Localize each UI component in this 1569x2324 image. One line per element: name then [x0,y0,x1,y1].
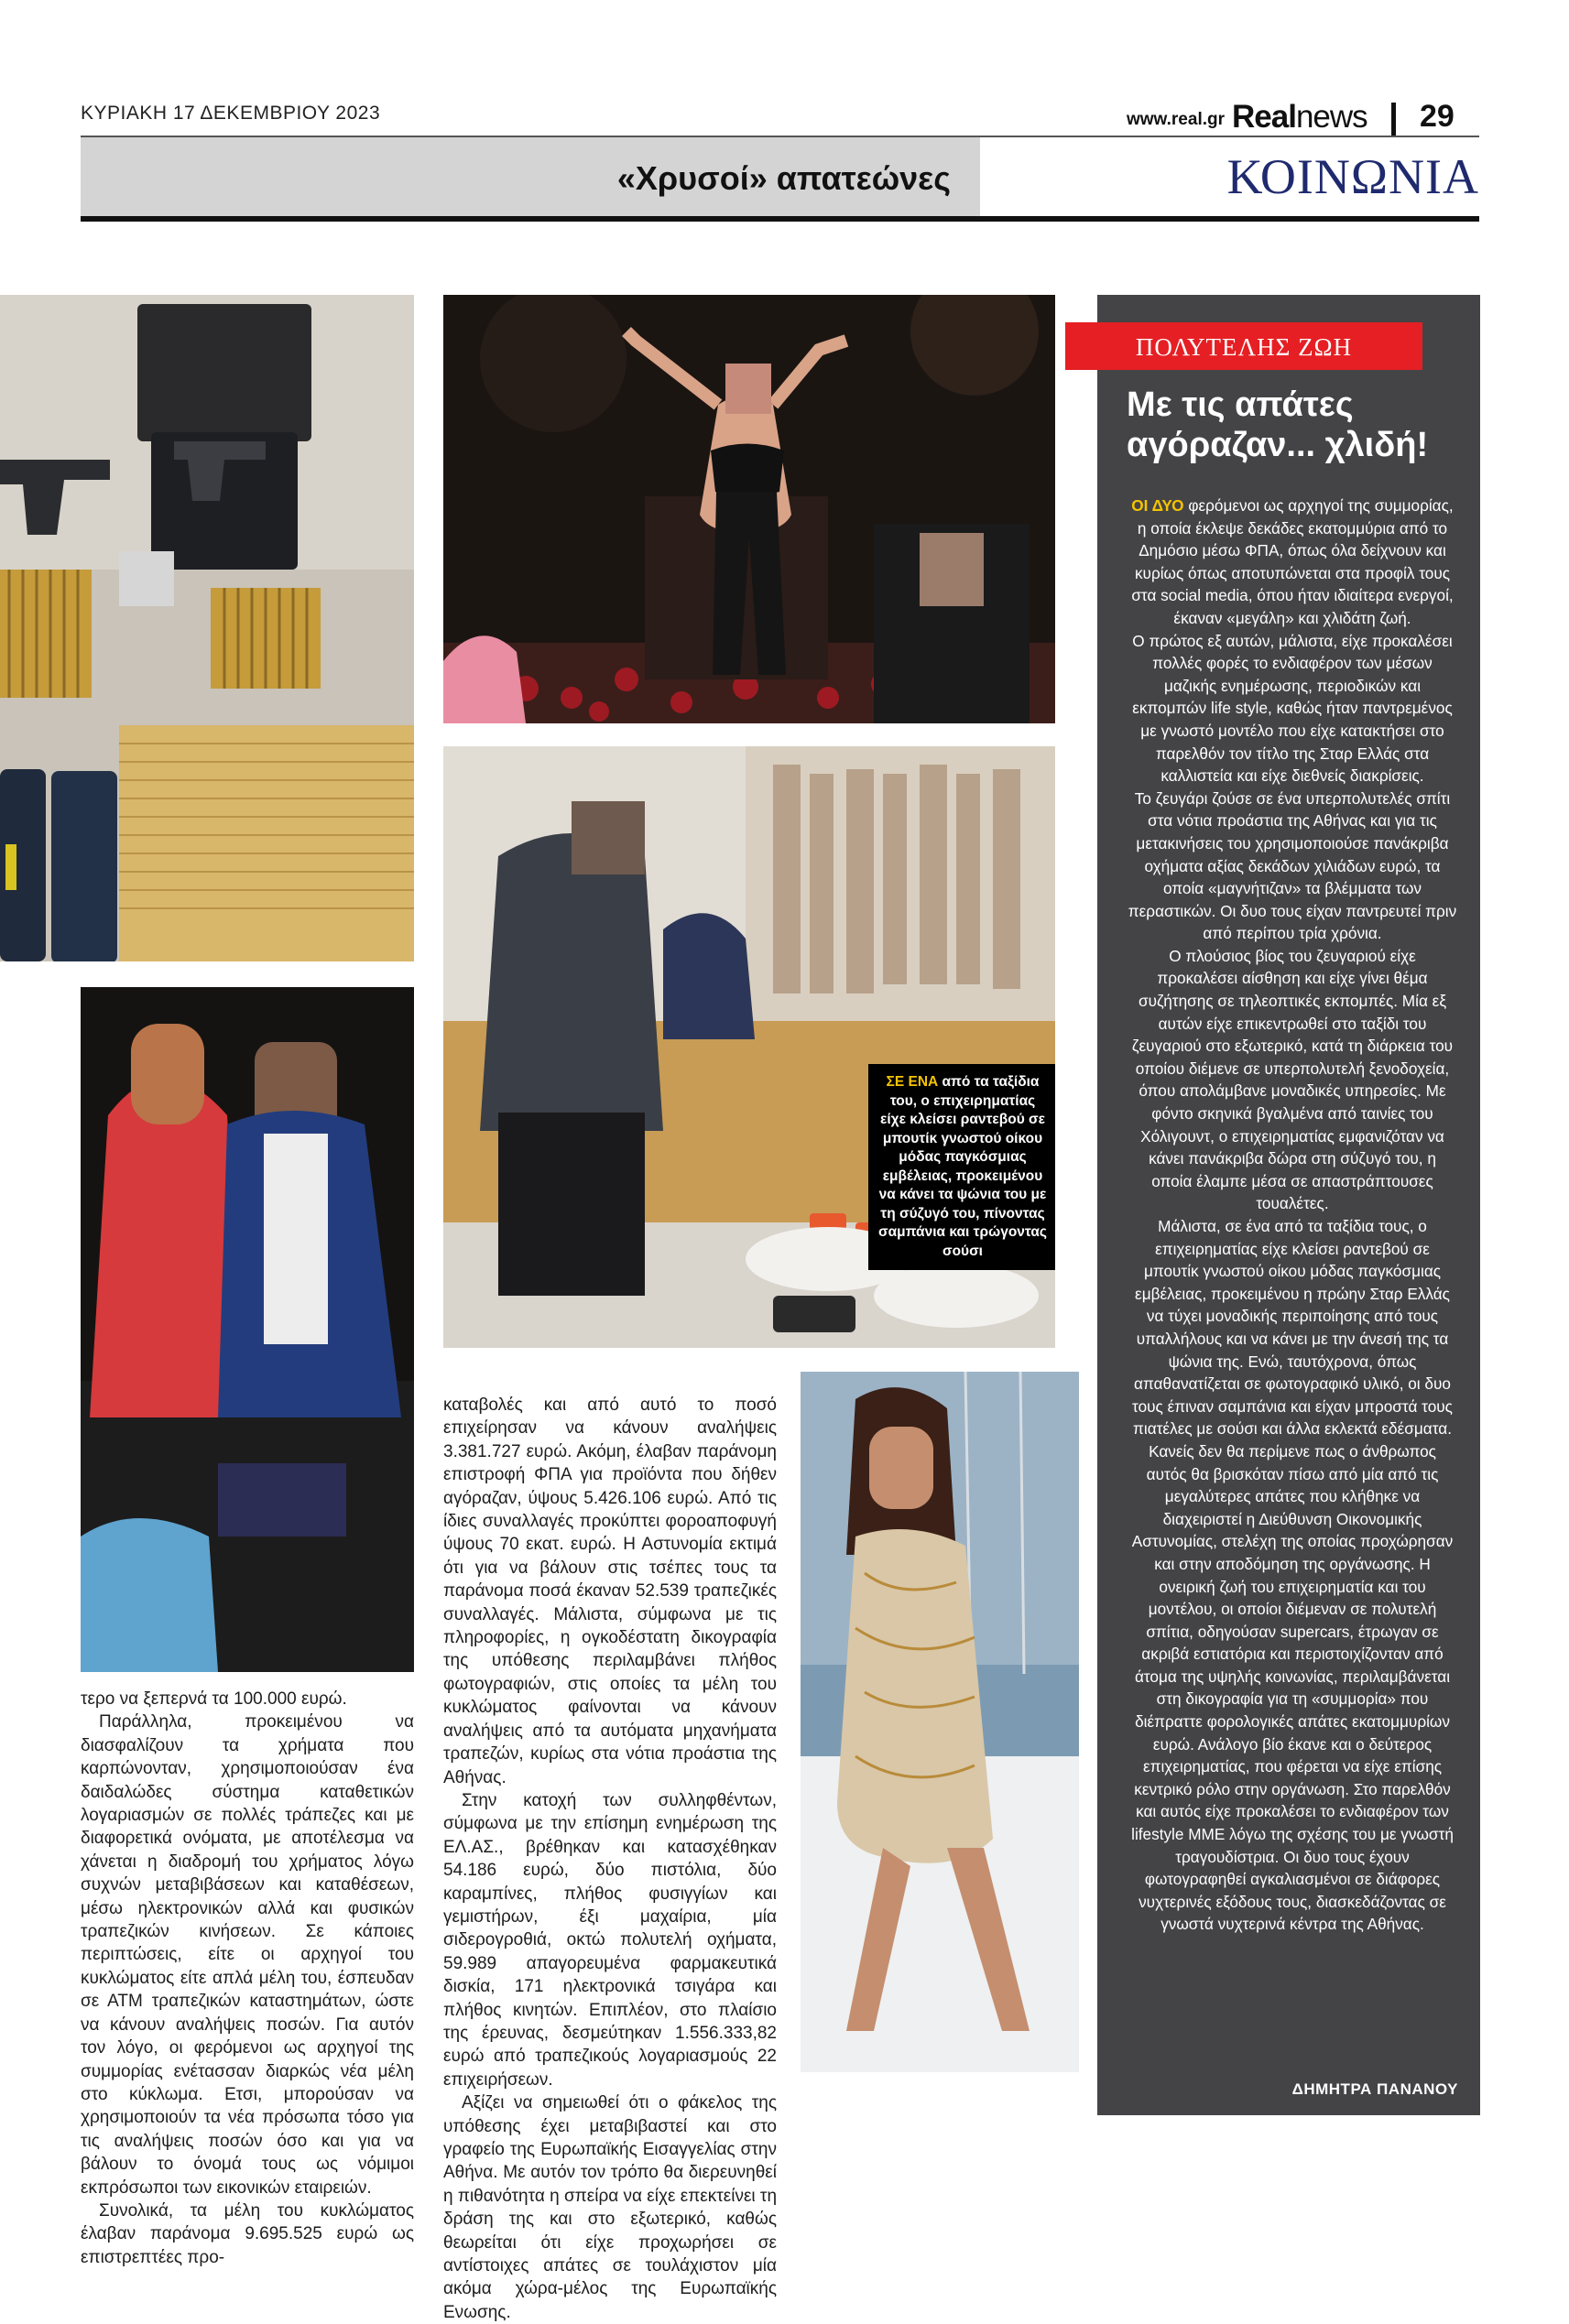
author-byline: ΔΗΜΗΤΡΑ ΠΑΝΑΝΟΥ [1291,2080,1458,2098]
article-paragraph: καταβολές και από αυτό το ποσό επιχείρησαν να κάνουν αναλήψεις 3.381.727 ευρώ. Ακόμη, έλαβαν παράνομη επιστροφή ΦΠΑ για προϊόντα που δήθεν αγόραζαν, ύψους 5.426.106 ευρώ. Από τις ίδιες συναλλαγές προκύπτει φοροαποφυγή ύψους 70 εκατ. ευρώ. Η Αστυνομία εκτιμά ότι για να βάλουν στις τσέπες τους τα παράνομα ποσά έκαναν 52.539 τραπεζικές συναλλαγές. Μάλιστα, σύμφωνα με τις πληροφορίες, η ογκοδέστατη δικογραφία της υπόθεσης περιλαμβάνει πλήθος φωτογραφιών, στις οποίες τα μέλη του κυκλώματος φαίνονται να κάνουν αναλήψεις από τα αυτόματα μηχανήματα τραπεζών, κυρίως στα νότια προάστια της Αθήνας. [443,1395,777,1787]
issue-date: ΚΥΡΙΑΚΗ 17 ΔΕΚΕΜΒΡΙΟΥ 2023 [81,103,381,124]
page-number: 29 [1420,99,1455,134]
sidebar-paragraph-text: φερόμενοι ως αρχηγοί της συμμορίας, η οποία έκλεψε δεκάδες εκατομμύρια από το Δημόσιο μέσω ΦΠΑ, όπως όλα δείχνουν και κυρίως όπως αποτυπώνεται στα προφίλ τους στα social media, όπου ήταν ιδιαίτερα ενεργοί, έκαναν «μεγάλη» και χλιδάτη ζωή. [1131,496,1454,627]
brand-bold: Real [1232,99,1296,135]
sidebar-paragraph: Το ζευγάρι ζούσε σε ένα υπερπολυτελές σπίτι στα νότια προάστια της Αθήνας και για τις μετακινήσεις του χρησιμοποιούσε πανάκριβα οχήματα αξίας δεκάδων χιλιάδων ευρώ, τα οποία «μαγνήτιζαν» τα βλέμματα των περαστικών. Οι δυο τους είχαν παντρευτεί πριν από περίπου τρία χρόνια. [1128,788,1457,943]
article-column-2 [443,1394,777,2324]
sidebar-lead: ΟΙ ΔΥΟ [1131,496,1184,515]
article-paragraph: Στην κατοχή των συλληφθέντων, σύμφωνα με την επίσημη ενημέρωση της ΕΛ.ΑΣ., βρέθηκαν και κατασχέθηκαν 54.186 ευρώ, δύο πιστόλια, δύο καραμπίνες, πλήθος φυσιγγίων και γεμιστήρων, έξι μαχαίρια, μία σιδερογροθιά, οκτώ πολυτελή οχήματα, 59.989 απαγορευμένα φαρμακευτικά δισκία, 171 ηλεκτρονικά τσιγάρα και πλήθος κινητών. Επιπλέον, στο πλαίσιο της έρευνας, δεσμεύτηκαν 1.556.333,82 ευρώ από τραπεζικούς λογαριασμούς 22 επιχειρήσεων. [443,1790,777,2090]
header-divider [1391,103,1396,136]
article-paragraph: Αξίζει να σημειωθεί ότι ο φάκελος της υπόθεσης έχει μεταβιβαστεί και στο γραφείο της Ευρωπαϊκής Εισαγγελίας στην Αθήνα. Με αυτόν τον τρόπο θα διερευνηθεί η πιθανότητα η σπείρα να είχε επεκτείνει τη δράση της και στο εξωτερικό, καθώς θεωρείται ότι είχε προχωρήσει σε αντίστοιχες απάτες σε τουλάχιστον μία ακόμα χώρα-μέλος της Ευρωπαϊκής Ενωσης. [443,2093,778,2322]
sidebar-paragraph: Ο πλούσιος βίος του ζευγαριού είχε προκαλέσει αίσθηση και είχε γίνει θέμα συζήτησης σε τηλεοπτικές εκπομπές. Μία εξ αυτών είχε επικεντρωθεί στο ταξίδι του ζευγαριού στο εξωτερικό, κατά τη διάρκεια του οποίου διέμενε σε υπερπολυτελή ξενοδοχεία, όπου απολάμβανε μοναδικές υπηρεσίες. Με φόντο σκηνικά βγαλμένα από ταινίες του Χόλιγουντ, ο επιχειρηματίας εμφανιζόταν να κάνει πανάκριβα δώρα στη σύζυγό του, η οποία έλαμπε μέσα σε απαστράπτουσες τουαλέτες. [1131,946,1454,1213]
dancer-photo [443,295,1055,723]
sidebar-paragraph: Ο πρώτος εξ αυτών, μάλιστα, είχε προκαλέσει πολλές φορές το ενδιαφέρον των μέσων μαζικής ενημέρωσης, περιοδικών και εκπομπών life style, καθώς ήταν παντρεμένος με γνωστό μοντέλο που είχε κατακτήσει στο παρελθόν τον τίτλο της Σταρ Ελλάς στα καλλιστεία και είχε διεθνείς διακρίσεις. [1132,631,1453,786]
model-yacht-photo [801,1372,1079,2072]
brand-light: news [1295,99,1367,135]
brand-logo [1232,99,1367,136]
sidebar-body [1127,494,1458,1936]
sidebar-label: ΠΟΛΥΤΕΛΗΣ ΖΩΗ [1135,333,1353,361]
article-paragraph: τερο να ξεπερνά τα 100.000 ευρώ. [81,1689,347,1709]
article-column-1 [81,1688,414,2269]
article-paragraph: Συνολικά, τα μέλη του κυκλώματος έλαβαν παράνομα 9.695.525 ευρώ ως επιστρεπτέες προ- [81,2200,414,2267]
site-url[interactable]: www.real.gr [1127,110,1225,129]
sidebar-paragraph [1127,494,1458,630]
caption-lead: ΣΕ ΕΝΑ [886,1074,939,1090]
caption-text: από τα ταξίδια του, ο επιχειρηματίας είχε κλείσει ραντεβού σε μπουτίκ γνωστού οίκου μόδας παγκόσμιας εμβέλειας, προκειμένου να κάνει τα ψώνια του με τη σύζυγό του, πίνοντας σαμπάνια και τρώγοντας σούσι [878,1074,1047,1259]
couple-photo [81,987,414,1672]
section-title: ΚΟΙΝΩΝΙΑ [1226,149,1479,204]
photo-caption [868,1064,1055,1270]
sidebar-title: Με τις απάτες αγόραζαν... χλιδή! [1127,386,1429,464]
article-paragraph: Παράλληλα, προκειμένου να διασφαλίζουν τα χρήματα που καρπώνονταν, χρησιμοποιούσαν ένα δαιδαλώδες σύστημα καταθετικών λογαριασμών σε πολλές τράπεζες και με διαφορετικά ονόματα, με αποτέλεσμα να χάνεται η διαδρομή του χρήματος λόγω συχνών μεταβιβάσεων και καταθέσεων, μέσω ηλεκτρονικών αλλά και φυσικών τραπεζικών κινήσεων. Σε κάποιες περιπτώσεις, είτε οι αρχηγοί του κυκλώματος είτε απλά μέλη του, έσπευδαν σε ΑΤΜ τραπεζικών καταστημάτων, ώστε να κάνουν αναλήψεις ποσών. Για αυτόν τον λόγο, οι φερόμενοι ως αρχηγοί της συμμορίας ενέτασσαν διαρκώς νέα μέλη στο κύκλωμα. Ετσι, μπορούσαν να χρησιμοποιούν τα νέα πρόσωπα τόσο για τις αναλήψεις ποσών όσο και για να βάλουν το όνομά τους ως νόμιμοι εκπρόσωποι των εικονικών εταιρειών. [81,1712,414,2198]
sidebar-paragraph: Μάλιστα, σε ένα από τα ταξίδια τους, ο επιχειρηματίας είχε κλείσει ραντεβού σε μπουτίκ γνωστού οίκου μόδας παγκόσμιας εμβέλειας, προκειμένου η πρώην Σταρ Ελλάς να τύχει μοναδικής περιποίησης από τους υπαλλήλους και να κάνει με την άνεσή της τα ψώνια της. Ενώ, ταυτόχρονα, όπως απαθανατίζεται σε φωτογραφικό υλικό, οι δυο τους έπιναν σαμπάνια και είχαν μπροστά τους πιατέλες με σούσι και άλλα εκλεκτά εδέσματα. Κανείς δεν θα περίμενε πως ο άνθρωπος αυτός θα βρισκόταν πίσω από μία από τις μεγαλύτερες απάτες που κλήθηκε να διαχειριστεί η Διεύθυνση Οικονομικής Αστυνομίας, στελέχη της οποίας προχώρησαν και στην αποδόμηση της οργάνωσης. Η ονειρική ζωή του επιχειρηματία και του μοντέλου, οι οποίοι διέμεναν σε πολυτελή σπίτια, οδηγούσαν supercars, έτρωγαν σε ακριβά εστιατόρια και περιστοιχίζονταν από άτομα της υψηλής κοινωνίας, περιλαμβάνεται στη δικογραφία για τη «συμμορία» που διέπραττε φορολογικές απάτες εκατομμυρίων ευρώ. Ανάλογο βίο έκανε και ο δεύτερος επιχειρηματίας, που φέρεται να είχε επίσης κεντρικό ρόλο στην οργάνωση. Στο παρελθόν και αυτός είχε προκαλέσει το ενδιαφέρον των lifestyle ΜΜΕ λόγω της σχέσης του με γνωστή τραγουδίστρια. Οι δυο τους έχουν φωτογραφηθεί αγκαλιασμένοι σε διάφορες νυχτερινές εξόδους τους, διασκεδάζοντας σε γνωστά νυχτερινά κέντρα της Αθήνας. [1131,1217,1454,1934]
topic-title: «Χρυσοί» απατεώνες [616,159,951,197]
weapons-photo [0,295,414,961]
header-thick-rule [81,216,1479,222]
